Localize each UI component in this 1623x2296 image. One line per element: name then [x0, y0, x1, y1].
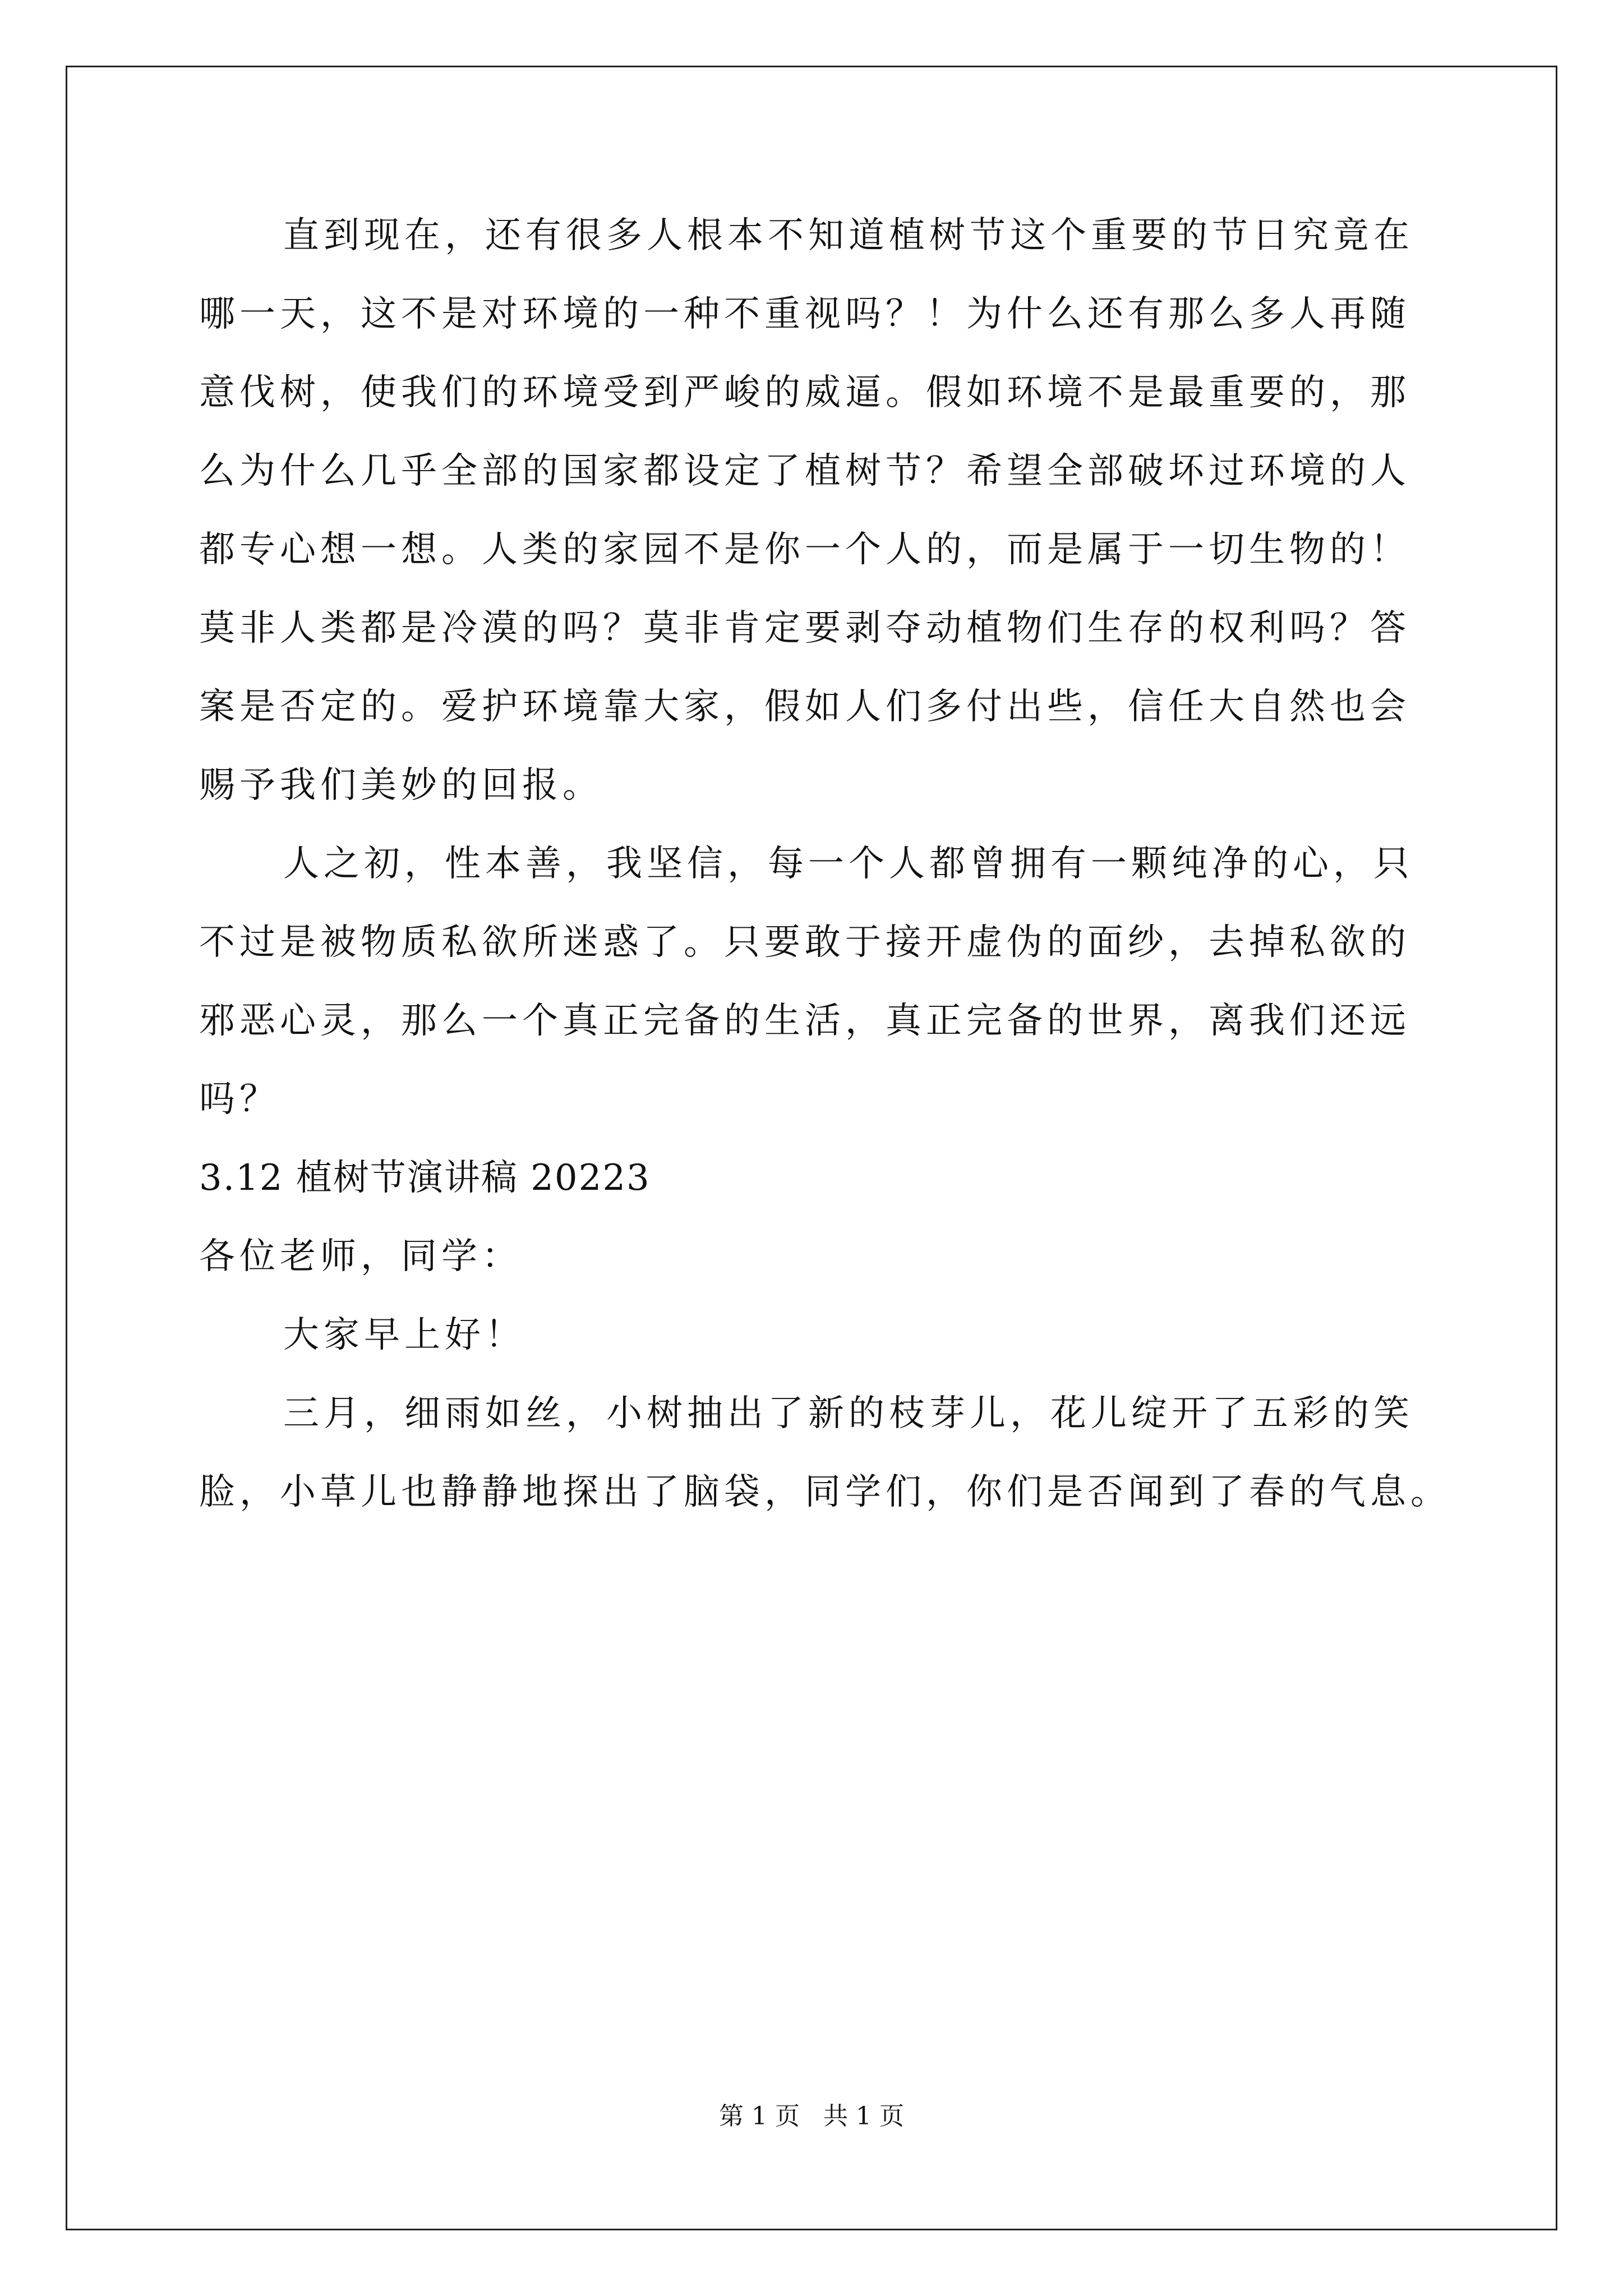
paragraph-1-line-5: 都专心想一想。人类的家园不是你一个人的，而是属于一切生物的！ [199, 529, 1410, 570]
paragraph-1-line-1: 直到现在，还有很多人根本不知道植树节这个重要的节日究竟在 [283, 215, 1414, 256]
paragraph-3-line-2: 脸，小草儿也静静地探出了脑袋，同学们，你们是否闻到了春的气息。 [199, 1471, 1451, 1513]
paragraph-2-line-2: 不过是被物质私欲所迷惑了。只要敢于接开虚伪的面纱，去掉私欲的 [199, 922, 1410, 963]
salutation: 各位老师，同学： [199, 1236, 522, 1277]
paragraph-1-line-7: 案是否定的。爱护环境靠大家，假如人们多付出些，信任大自然也会 [199, 686, 1410, 728]
paragraph-2-line-1: 人之初，性本善，我坚信，每一个人都曾拥有一颗纯净的心，只 [283, 843, 1414, 885]
paragraph-2-line-4: 吗？ [199, 1079, 280, 1120]
paragraph-1-line-8: 赐予我们美妙的回报。 [199, 765, 603, 806]
paragraph-1-line-2: 哪一天，这不是对环境的一种不重视吗？！为什么还有那么多人再随 [199, 293, 1410, 335]
page-footer: 第 1 页 共 1 页 [719, 2102, 904, 2131]
paragraph-1-line-4: 么为什么几乎全部的国家都设定了植树节？希望全部破坏过环境的人 [199, 450, 1410, 492]
paragraph-3-line-1: 三月，细雨如丝，小树抽出了新的枝芽儿，花儿绽开了五彩的笑 [283, 1393, 1414, 1434]
paragraph-1-line-6: 莫非人类都是冷漠的吗？莫非肯定要剥夺动植物们生存的权利吗？答 [199, 608, 1410, 649]
paragraph-2-line-3: 邪恶心灵，那么一个真正完备的生活，真正完备的世界，离我们还远 [199, 1000, 1410, 1042]
paragraph-1-line-3: 意伐树，使我们的环境受到严峻的威逼。假如环境不是最重要的，那 [199, 372, 1410, 413]
speech-title: 3.12 植树节演讲稿 20223 [199, 1157, 651, 1199]
greeting: 大家早上好！ [283, 1314, 525, 1356]
